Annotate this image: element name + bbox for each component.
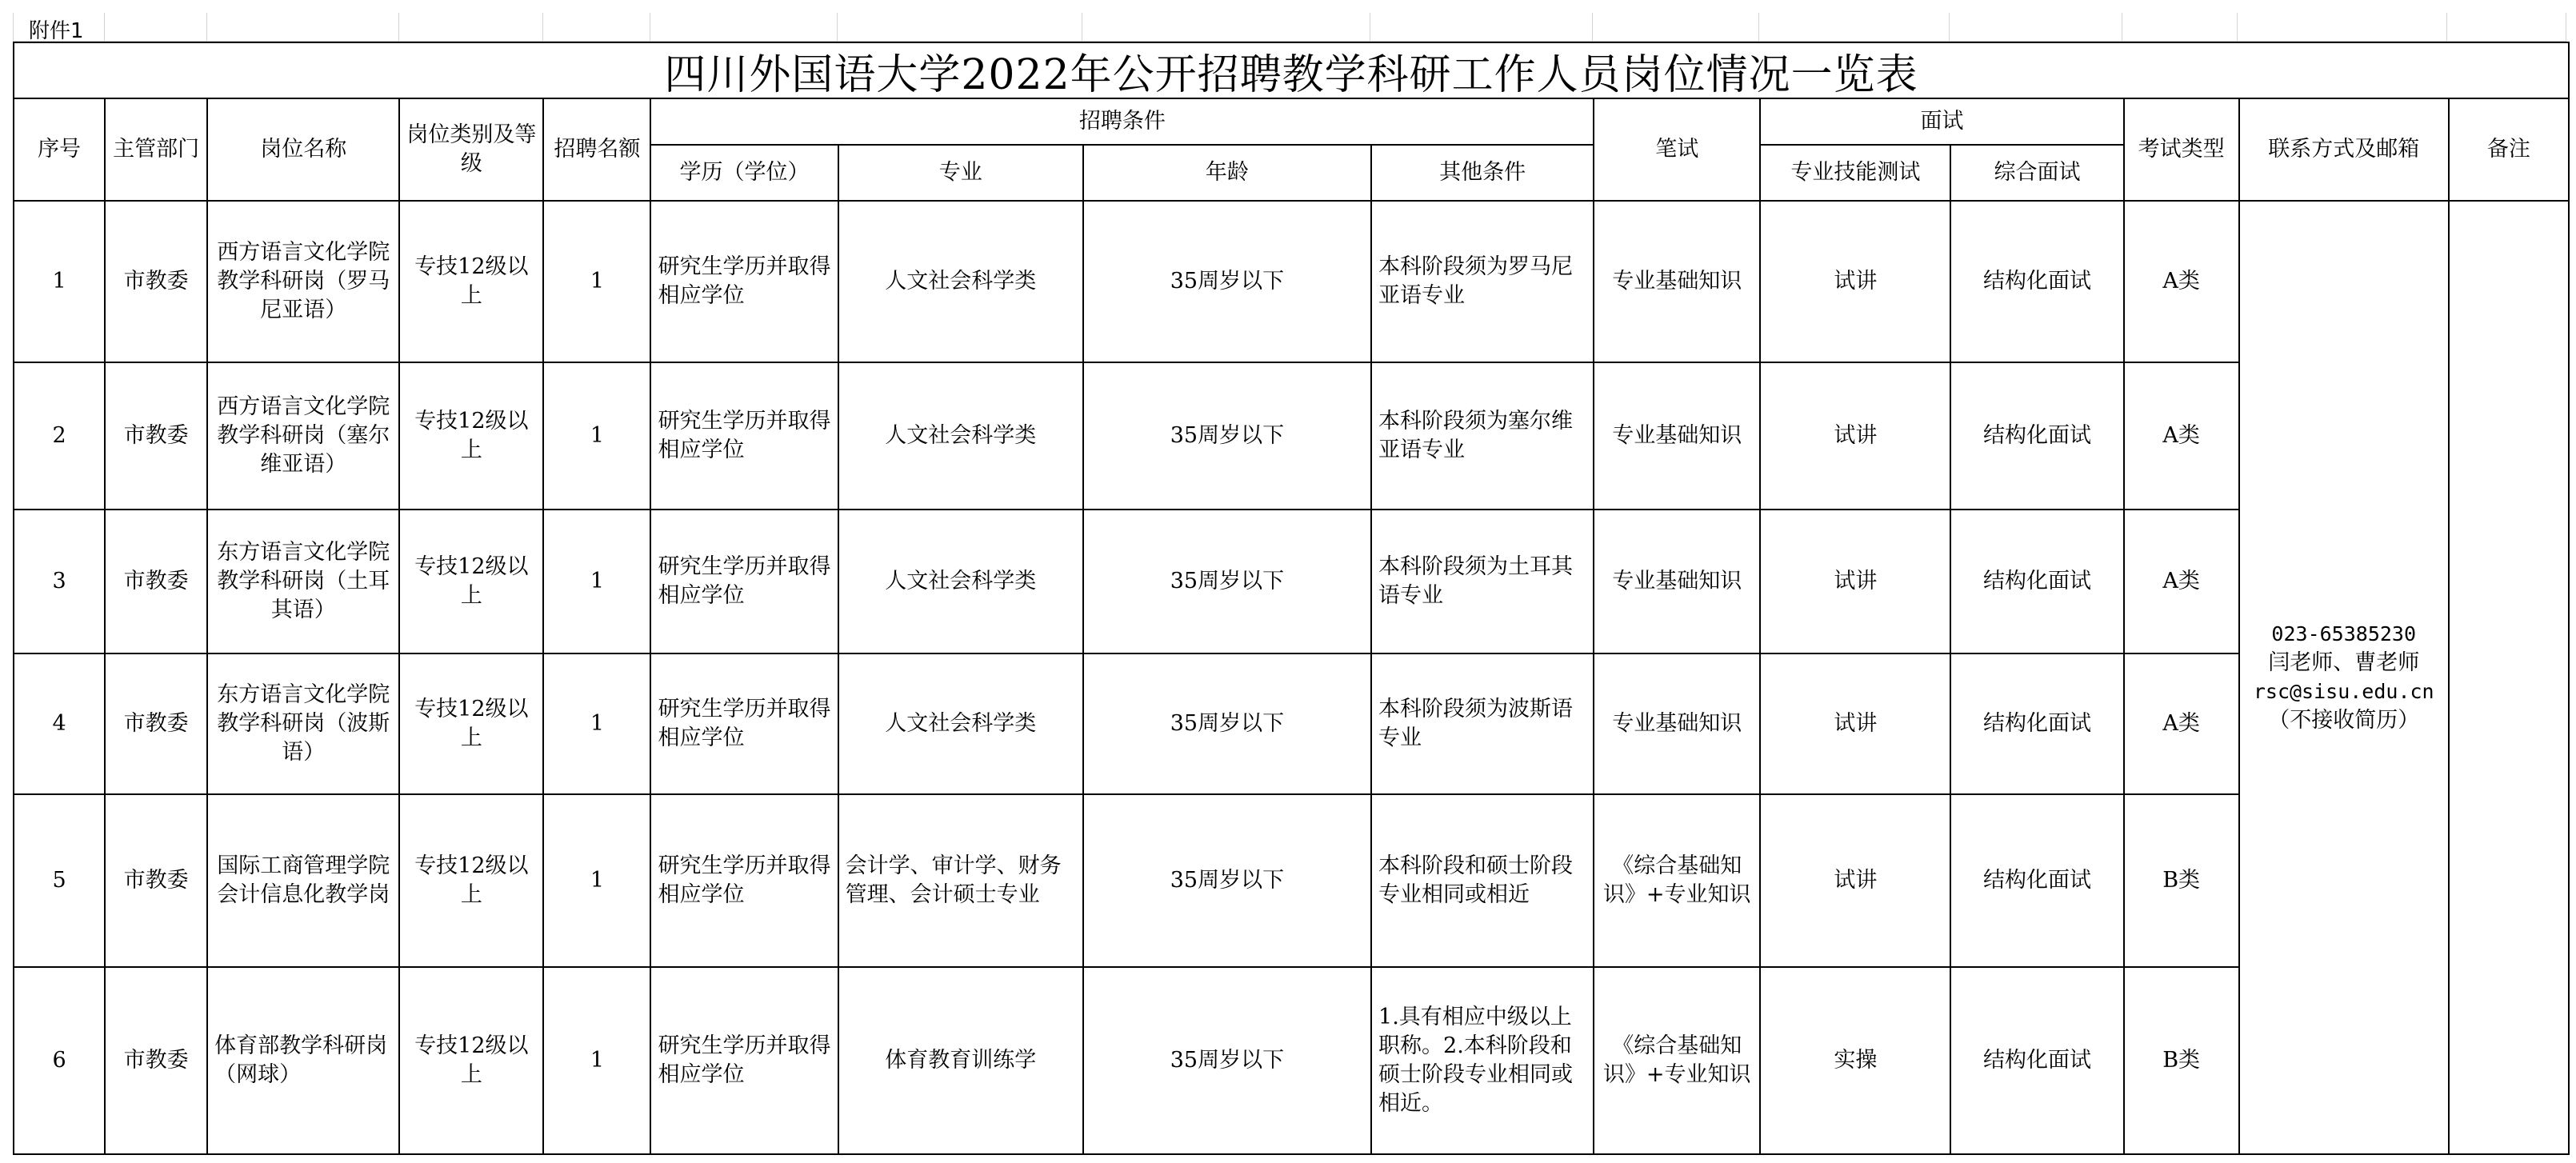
- cell-exam-type: B类: [2124, 967, 2239, 1154]
- cell-skill-test: 试讲: [1760, 201, 1950, 362]
- header-education: 学历（学位）: [650, 145, 838, 201]
- contact-note: （不接收简历）: [2268, 708, 2420, 733]
- contact-names: 闫老师、曹老师: [2268, 650, 2420, 675]
- table-row: [14, 362, 2569, 510]
- header-seq: 序号: [14, 98, 105, 201]
- cell-seq: 4: [14, 653, 105, 794]
- cell-post-name: 西方语言文化学院教学科研岗（塞尔维亚语）: [207, 362, 399, 510]
- cell-dept: 市教委: [105, 362, 207, 510]
- cell-education: 研究生学历并取得相应学位: [650, 967, 838, 1154]
- header-exam-type: 考试类型: [2124, 98, 2239, 201]
- header-major: 专业: [838, 145, 1083, 201]
- cell-post-name: 西方语言文化学院教学科研岗（罗马尼亚语）: [207, 201, 399, 362]
- cell-written: 专业基础知识: [1594, 653, 1760, 794]
- cell-post-name: 国际工商管理学院会计信息化教学岗: [207, 794, 399, 967]
- cell-post-level: 专技12级以上: [399, 362, 543, 510]
- cell-post-level: 专技12级以上: [399, 653, 543, 794]
- cell-exam-type: A类: [2124, 362, 2239, 510]
- cell-general-interview: 结构化面试: [1950, 653, 2123, 794]
- cell-written: 《综合基础知识》+专业知识: [1594, 967, 1760, 1154]
- cell-contact: [2239, 201, 2449, 1154]
- attachment-label: 附件1: [29, 19, 84, 43]
- cell-quota: 1: [543, 201, 650, 362]
- cell-quota: 1: [543, 362, 650, 510]
- cell-quota: 1: [543, 967, 650, 1154]
- cell-age: 35周岁以下: [1083, 967, 1371, 1154]
- header-remark: 备注: [2449, 98, 2569, 201]
- cell-dept: 市教委: [105, 510, 207, 653]
- cell-exam-type: B类: [2124, 794, 2239, 967]
- table-row: [14, 201, 2569, 362]
- header-general-interview: 综合面试: [1950, 145, 2123, 201]
- cell-other: 本科阶段须为罗马尼亚语专业: [1371, 201, 1594, 362]
- contact-email: rsc@sisu.edu.cn: [2253, 680, 2434, 703]
- contact-phone: 023-65385230: [2271, 622, 2417, 645]
- cell-age: 35周岁以下: [1083, 201, 1371, 362]
- cell-remark: [2449, 201, 2569, 1154]
- cell-seq: 3: [14, 510, 105, 653]
- cell-general-interview: 结构化面试: [1950, 201, 2123, 362]
- cell-education: 研究生学历并取得相应学位: [650, 201, 838, 362]
- cell-other: 本科阶段和硕士阶段专业相同或相近: [1371, 794, 1594, 967]
- cell-quota: 1: [543, 510, 650, 653]
- cell-general-interview: 结构化面试: [1950, 362, 2123, 510]
- header-quota: 招聘名额: [543, 98, 650, 201]
- cell-general-interview: 结构化面试: [1950, 967, 2123, 1154]
- table-row: [14, 794, 2569, 967]
- cell-age: 35周岁以下: [1083, 362, 1371, 510]
- cell-skill-test: 试讲: [1760, 794, 1950, 967]
- cell-dept: 市教委: [105, 653, 207, 794]
- header-other: 其他条件: [1371, 145, 1594, 201]
- cell-skill-test: 试讲: [1760, 653, 1950, 794]
- cell-written: 专业基础知识: [1594, 362, 1760, 510]
- header-age: 年龄: [1083, 145, 1371, 201]
- page-title: 四川外国语大学2022年公开招聘教学科研工作人员岗位情况一览表: [664, 50, 1918, 99]
- cell-education: 研究生学历并取得相应学位: [650, 362, 838, 510]
- cell-other: 本科阶段须为塞尔维亚语专业: [1371, 362, 1594, 510]
- cell-education: 研究生学历并取得相应学位: [650, 510, 838, 653]
- cell-post-level: 专技12级以上: [399, 794, 543, 967]
- cell-quota: 1: [543, 653, 650, 794]
- cell-written: 专业基础知识: [1594, 510, 1760, 653]
- cell-education: 研究生学历并取得相应学位: [650, 794, 838, 967]
- cell-post-name: 东方语言文化学院教学科研岗（土耳其语）: [207, 510, 399, 653]
- cell-exam-type: A类: [2124, 653, 2239, 794]
- cell-education: 研究生学历并取得相应学位: [650, 653, 838, 794]
- header-dept: 主管部门: [105, 98, 207, 201]
- cell-dept: 市教委: [105, 967, 207, 1154]
- cell-post-name: 东方语言文化学院教学科研岗（波斯语）: [207, 653, 399, 794]
- header-conditions: 招聘条件: [650, 98, 1594, 145]
- cell-post-level: 专技12级以上: [399, 510, 543, 653]
- cell-seq: 2: [14, 362, 105, 510]
- header-written: 笔试: [1594, 98, 1760, 201]
- title-row: [13, 42, 2570, 98]
- header-skill-test: 专业技能测试: [1760, 145, 1950, 201]
- cell-dept: 市教委: [105, 794, 207, 967]
- cell-age: 35周岁以下: [1083, 653, 1371, 794]
- cell-post-level: 专技12级以上: [399, 201, 543, 362]
- table-row: [14, 653, 2569, 794]
- cell-major: 人文社会科学类: [838, 201, 1083, 362]
- cell-exam-type: A类: [2124, 201, 2239, 362]
- cell-skill-test: 试讲: [1760, 510, 1950, 653]
- header-contact: 联系方式及邮箱: [2239, 98, 2449, 201]
- cell-written: 《综合基础知识》+专业知识: [1594, 794, 1760, 967]
- cell-skill-test: 试讲: [1760, 362, 1950, 510]
- header-interview: 面试: [1760, 98, 2123, 145]
- cell-dept: 市教委: [105, 201, 207, 362]
- cell-skill-test: 实操: [1760, 967, 1950, 1154]
- cell-seq: 1: [14, 201, 105, 362]
- cell-general-interview: 结构化面试: [1950, 510, 2123, 653]
- cell-other: 1.具有相应中级以上职称。2.本科阶段和硕士阶段专业相同或相近。: [1371, 967, 1594, 1154]
- header-post-level: 岗位类别及等级: [399, 98, 543, 201]
- cell-post-level: 专技12级以上: [399, 967, 543, 1154]
- cell-major: 人文社会科学类: [838, 362, 1083, 510]
- cell-major: 会计学、审计学、财务管理、会计硕士专业: [838, 794, 1083, 967]
- table-row: [14, 510, 2569, 653]
- header-row-1: [14, 98, 2569, 145]
- cell-major: 人文社会科学类: [838, 510, 1083, 653]
- cell-exam-type: A类: [2124, 510, 2239, 653]
- cell-other: 本科阶段须为波斯语专业: [1371, 653, 1594, 794]
- cell-major: 体育教育训练学: [838, 967, 1083, 1154]
- cell-post-name: 体育部教学科研岗（网球）: [207, 967, 399, 1154]
- cell-major: 人文社会科学类: [838, 653, 1083, 794]
- cell-other: 本科阶段须为土耳其语专业: [1371, 510, 1594, 653]
- cell-age: 35周岁以下: [1083, 794, 1371, 967]
- cell-general-interview: 结构化面试: [1950, 794, 2123, 967]
- table-row: [14, 967, 2569, 1154]
- cell-seq: 5: [14, 794, 105, 967]
- cell-age: 35周岁以下: [1083, 510, 1371, 653]
- cell-written: 专业基础知识: [1594, 201, 1760, 362]
- recruitment-table: [13, 98, 2570, 1155]
- spreadsheet-grid-row: [13, 13, 2570, 42]
- header-post-name: 岗位名称: [207, 98, 399, 201]
- cell-seq: 6: [14, 967, 105, 1154]
- cell-quota: 1: [543, 794, 650, 967]
